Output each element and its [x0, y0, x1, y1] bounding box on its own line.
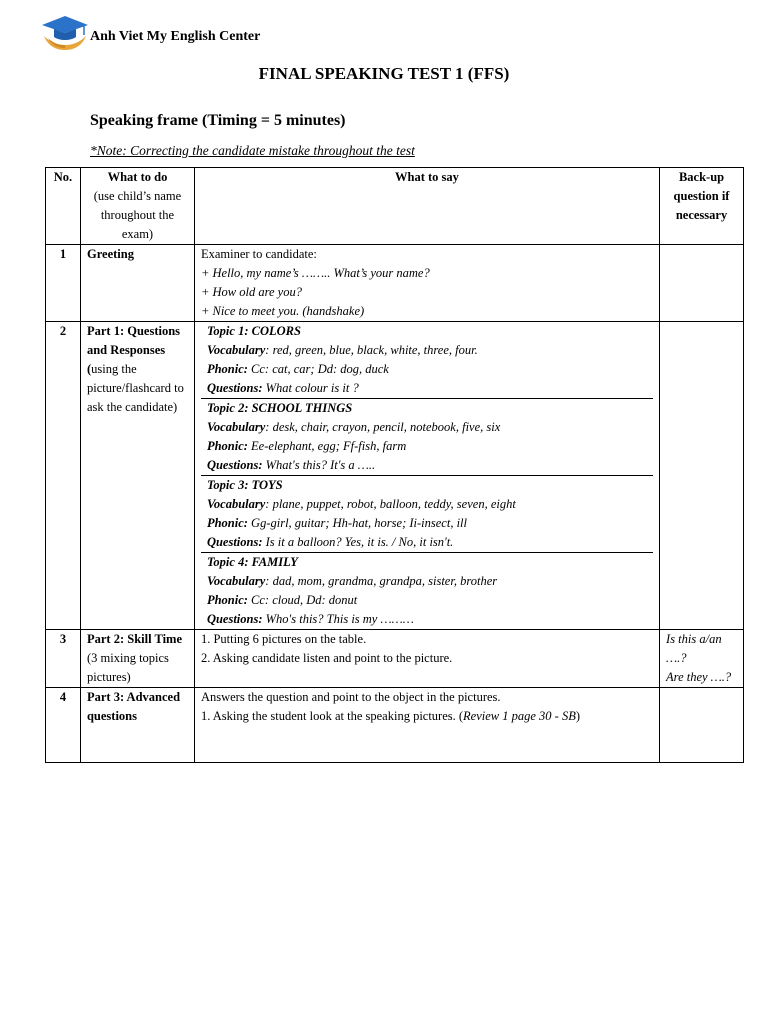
phonic-text: Ee-elephant, egg; Ff-fish, farm: [247, 439, 407, 453]
table-row: [46, 630, 744, 688]
row-number: 3: [46, 630, 81, 688]
phonic-text: Cc: cat, car; Dd: dog, duck: [247, 362, 389, 376]
questions-label: Questions:: [206, 381, 263, 395]
header-what-to-do-sub: (use child’s name throughout the exam): [93, 189, 182, 241]
row-what-to-do: [80, 630, 194, 688]
say-line-ref: Review 1 page 30 - SB: [463, 709, 576, 723]
center-name: Anh Viet My English Center: [90, 29, 261, 44]
phonic-text: Cc: cloud, Dd: donut: [247, 593, 358, 607]
graduation-cap-hands-icon: [40, 14, 90, 54]
vocab-text: : plane, puppet, robot, balloon, teddy, seven, eight: [265, 497, 516, 511]
subtitle: Speaking frame (Timing = 5 minutes): [90, 112, 346, 129]
vocab-text: : dad, mom, grandma, grandpa, sister, brother: [265, 574, 498, 588]
row-backup: [660, 630, 744, 688]
say-line: 1. Putting 6 pictures on the table.: [200, 632, 367, 646]
page-title: FINAL SPEAKING TEST 1 (FFS): [258, 64, 510, 83]
topic-title: Topic 4: FAMILY: [206, 555, 298, 569]
say-line: + How old are you?: [200, 285, 302, 299]
note: *Note: Correcting the candidate mistake throughout the test: [90, 143, 415, 158]
questions-text: Who's this? This is my ………: [262, 612, 414, 626]
questions-text: What's this? It's a …..: [262, 458, 376, 472]
say-line: + Nice to meet you. (handshake): [200, 304, 365, 318]
backup-line: Is this a/an ….?: [666, 632, 722, 665]
speaking-frame-table: [45, 167, 744, 763]
topic-title: Topic 3: TOYS: [206, 478, 283, 492]
row-what-to-say: [194, 688, 659, 763]
row-what-to-say: [194, 630, 659, 688]
say-line-post: ): [575, 709, 581, 723]
what-to-do-rest: using the picture/flashcard to ask the candidate): [86, 362, 184, 414]
what-to-do-bold: Part 2: Skill Time: [86, 632, 183, 646]
header-no: No.: [46, 168, 81, 245]
table-header-row: [46, 168, 744, 245]
questions-label: Questions:: [206, 535, 263, 549]
phonic-label: Phonic:: [206, 439, 248, 453]
vocab-text: : red, green, blue, black, white, three, four.: [265, 343, 478, 357]
phonic-label: Phonic:: [206, 362, 248, 376]
row-backup: [660, 322, 744, 630]
topic-block: [201, 322, 653, 399]
questions-text: What colour is it ?: [262, 381, 359, 395]
topic-block: [201, 553, 653, 629]
table-row: [46, 688, 744, 763]
questions-label: Questions:: [206, 612, 263, 626]
row-what-to-do: Greeting: [80, 245, 194, 322]
row-what-to-do: [80, 322, 194, 630]
table-row: [46, 245, 744, 322]
row-what-to-say: [194, 245, 659, 322]
topic-title: Topic 1: COLORS: [206, 324, 301, 338]
questions-label: Questions:: [206, 458, 263, 472]
header-what-to-do-label: What to do: [107, 170, 168, 184]
say-intro: Examiner to candidate:: [200, 247, 317, 261]
row-number: 4: [46, 688, 81, 763]
what-to-do-rest: (3 mixing topics pictures): [86, 651, 169, 684]
row-number: 2: [46, 322, 81, 630]
topic-block: [201, 399, 653, 476]
say-intro: Answers the question and point to the object in the pictures.: [200, 690, 501, 704]
questions-text: Is it a balloon? Yes, it is. / No, it isn't.: [262, 535, 454, 549]
header-what-to-do: [80, 168, 194, 245]
backup-line: Are they ….?: [666, 670, 732, 684]
row-backup: [660, 245, 744, 322]
vocab-label: Vocabulary: [206, 343, 266, 357]
what-to-do-bold: Part 1: Questions and Responses (: [86, 324, 181, 376]
row-what-to-do: Part 3: Advanced questions: [80, 688, 194, 763]
say-line-pre: 1. Asking the student look at the speaking pictures. (: [200, 709, 464, 723]
table-row: [46, 322, 744, 630]
say-line: + Hello, my name’s …….. What’s your name?: [200, 266, 430, 280]
phonic-label: Phonic:: [206, 516, 248, 530]
vocab-label: Vocabulary: [206, 497, 266, 511]
header-what-to-say: What to say: [194, 168, 659, 245]
phonic-label: Phonic:: [206, 593, 248, 607]
topic-block: [201, 476, 653, 553]
header-backup: Back-up question if necessary: [660, 168, 744, 245]
row-number: 1: [46, 245, 81, 322]
vocab-label: Vocabulary: [206, 574, 266, 588]
say-line: 2. Asking candidate listen and point to the picture.: [200, 651, 453, 665]
row-what-to-say: [194, 322, 659, 630]
vocab-text: : desk, chair, crayon, pencil, notebook, five, six: [265, 420, 501, 434]
topic-title: Topic 2: SCHOOL THINGS: [206, 401, 353, 415]
row-backup: [660, 688, 744, 763]
vocab-label: Vocabulary: [206, 420, 266, 434]
phonic-text: Gg-girl, guitar; Hh-hat, horse; Ii-insect, ill: [247, 516, 467, 530]
